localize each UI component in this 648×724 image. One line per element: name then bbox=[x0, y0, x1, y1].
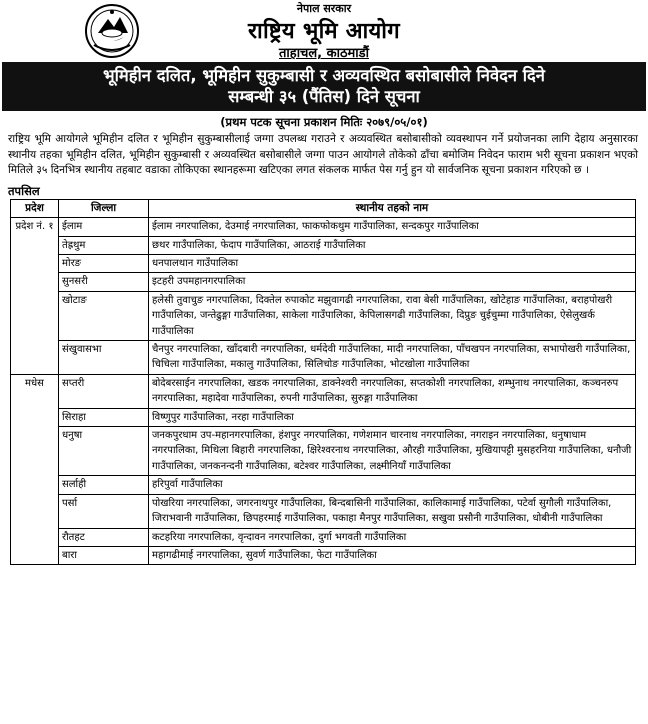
table-row bbox=[11, 408, 636, 426]
table-row bbox=[11, 494, 636, 528]
table-row bbox=[11, 374, 636, 408]
units-cell: चैनपुर नगरपालिका, खाँदबारी नगरपालिका, धर्मदेवी गाउँपालिका, मादी नगरपालिका, पाँचखपन नगरपालिका, सभापोखरी गाउँपालिका, चिचिला गाउँपालिका, मकालु गाउँपालिका, सिलिचोङ गाउँपालिका, भोटखोला गाउँपालिका bbox=[149, 341, 636, 375]
notice-title-banner bbox=[2, 62, 646, 111]
district-cell: मोरङ bbox=[59, 255, 149, 273]
table-row bbox=[11, 528, 636, 546]
units-cell: हरिपुर्वा गाउँपालिका bbox=[149, 476, 636, 494]
table-row bbox=[11, 476, 636, 494]
district-cell: धनुषा bbox=[59, 427, 149, 476]
district-cell: सुनसरी bbox=[59, 273, 149, 291]
units-cell: कटहरिया नगरपालिका, वृन्दावन नगरपालिका, दुर्गा भगवती गाउँपालिका bbox=[149, 528, 636, 546]
units-cell: हलेसी तुवाचुङ नगरपालिका, दिक्तेल रुपाकोट मझुवागढी नगरपालिका, रावा बेसी गाउँपालिका, खोटेहाङ गाउँपालिका, बराहपोखरी गाउँपालिका, जन्तेढुङ्गा गाउँपालिका, साकेला गाउँपालिका, केपिलासगढी गाउँपालिका, दिप्रुङ चुईचुम्मा गाउँपालिका, ऐसेलुखर्क गाउँपालिका bbox=[149, 291, 636, 340]
units-cell: पोखरिया नगरपालिका, जगरनाथपुर गाउँपालिका, बिन्दबासिनी गाउँपालिका, कालिकामाई गाउँपालिका, पटेर्वा सुगौली गाउँपालिका, जिराभवानी गाउँपालिका, छिपहरमाई गाउँपालिका, पकाहा मैनपुर गाउँपालिका, सखुवा प्रसौनी गाउँपालिका, धोबीनी गाउँपालिका bbox=[149, 494, 636, 528]
units-cell: जनकपुरधाम उप-महानगरपालिका, हंशपुर नगरपालिका, गणेशमान चारनाथ नगरपालिका, नगराइन नगरपालिका, धनुषाधाम नगरपालिका, मिथिला बिहारी नगरपालिका, क्षिरेश्वरनाथ नगरपालिका, औरही गाउँपालिका, मुखियापट्टी मुसहरनिया गाउँपालिका, धनौजी गाउँपालिका, जनकनन्दनी गाउँपालिका, बटेश्वर गाउँपालिका, लक्ष्मीनियाँ गाउँपालिका bbox=[149, 427, 636, 476]
table-row bbox=[11, 341, 636, 375]
header-district: जिल्ला bbox=[59, 199, 149, 217]
units-cell: विष्णुपुर गाउँपालिका, नरहा गाउँपालिका bbox=[149, 408, 636, 426]
publication-date: (प्रथम पटक सूचना प्रकाशन मितिः २०७९/०५/०१) bbox=[220, 115, 428, 129]
district-cell: खोटाङ bbox=[59, 291, 149, 340]
organization-address: ताहाचल, काठमाडौं bbox=[279, 46, 369, 61]
district-cell: सिराहा bbox=[59, 408, 149, 426]
table-row bbox=[11, 273, 636, 291]
government-label: नेपाल सरकार bbox=[296, 2, 352, 15]
local-units-table bbox=[10, 199, 636, 566]
district-cell: सप्तरी bbox=[59, 374, 149, 408]
district-cell: ईलाम bbox=[59, 218, 149, 236]
intro-paragraph: राष्ट्रिय भूमि आयोगले भूमिहीन दलित र भूमिहीन सुकुम्बासीलाई जग्गा उपलब्ध गराउने र अव्यवस्थित बसोबासीको व्यवस्थापन गर्ने प्रयोजनका लागि देहाय अनुसारका स्थानीय तहका भूमिहीन दलित, भूमिहीन सुकुम्बासी र अव्यवस्थित बसोबासीले जग्गा पाउन आयोगले तोकेको ढाँचा बमोजिम निवेदन फाराम भरी सूचना प्रकाशन भएको मितिले ३५ दिनभित्र स्थानीय तहबाट वडाका तोकिएका स्थानहरूमा खटिएका लगत संकलक मार्फत पेस गर्नु हुन यो सार्वजनिक सूचना प्रकाशन गरिएको छ । bbox=[8, 133, 638, 177]
header bbox=[0, 0, 648, 62]
header-province: प्रदेश bbox=[11, 199, 59, 217]
district-cell: सर्लाही bbox=[59, 476, 149, 494]
table-header-row bbox=[11, 199, 636, 217]
district-cell: रौतहट bbox=[59, 528, 149, 546]
units-cell: छथर गाउँपालिका, फेदाप गाउँपालिका, आठराई गाउँपालिका bbox=[149, 236, 636, 254]
province-cell: मधेस bbox=[11, 374, 59, 564]
table-row bbox=[11, 546, 636, 564]
table-row bbox=[11, 427, 636, 476]
notice-title-line-2: सम्बन्धी ३५ (पैंतिस) दिने सूचना bbox=[228, 87, 420, 106]
notice-title-line-1: भूमिहीन दलित, भूमिहीन सुकुम्बासी र अव्यवस्थित बसोबासीले निवेदन दिने bbox=[103, 66, 545, 85]
units-cell: बोदेबरसाईन नगरपालिका, खडक नगरपालिका, डाक्नेश्वरी नगरपालिका, सप्तकोशी नगरपालिका, शम्भुनाथ नगरपालिका, कञ्चनरुप नगरपालिका, महादेवा गाउँपालिका, रुपनी गाउँपालिका, सुरुङ्गा गाउँपालिका bbox=[149, 374, 636, 408]
header-local-units: स्थानीय तहको नाम bbox=[149, 199, 636, 217]
district-cell: तेह्रथुम bbox=[59, 236, 149, 254]
table-caption: तपसिल bbox=[8, 183, 40, 198]
province-cell: प्रदेश नं. १ bbox=[11, 218, 59, 375]
units-cell: महागढीमाई नगरपालिका, सुवर्ण गाउँपालिका, फेटा गाउँपालिका bbox=[149, 546, 636, 564]
district-cell: संखुवासभा bbox=[59, 341, 149, 375]
units-cell: इटहरी उपमहानगरपालिका bbox=[149, 273, 636, 291]
table-row bbox=[11, 255, 636, 273]
table-row bbox=[11, 291, 636, 340]
district-cell: बारा bbox=[59, 546, 149, 564]
table-row bbox=[11, 236, 636, 254]
table-row bbox=[11, 218, 636, 236]
units-cell: ईलाम नगरपालिका, देउमाई नगरपालिका, फाकफोकथुम गाउँपालिका, सन्दकपुर गाउँपालिका bbox=[149, 218, 636, 236]
organization-name: राष्ट्रिय भूमि आयोग bbox=[248, 19, 400, 44]
units-cell: धनपालथान गाउँपालिका bbox=[149, 255, 636, 273]
district-cell: पर्सा bbox=[59, 494, 149, 528]
